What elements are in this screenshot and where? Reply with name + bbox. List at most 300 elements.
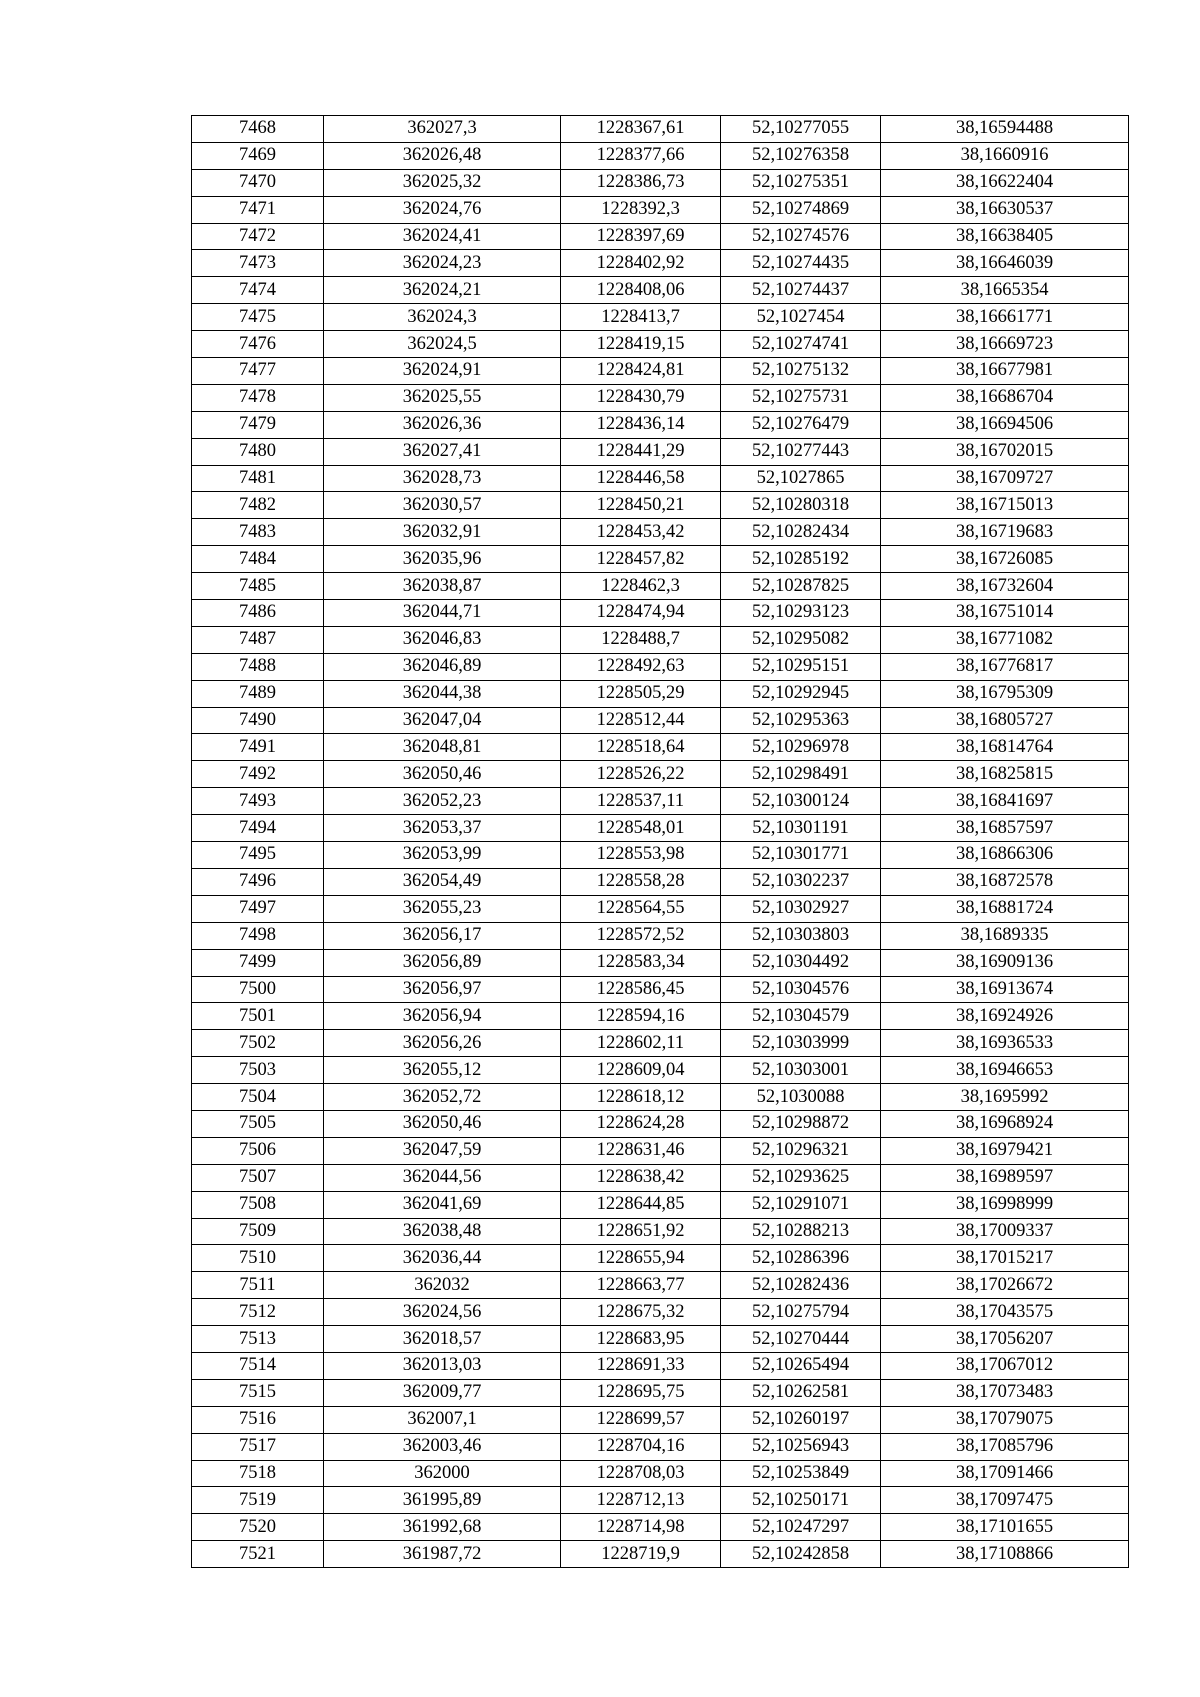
- y-coordinate-cell: 1228453,42: [561, 519, 721, 546]
- y-coordinate-cell: 1228424,81: [561, 358, 721, 385]
- latitude-cell: 52,10301191: [721, 815, 881, 842]
- point-number-cell: 7508: [192, 1191, 324, 1218]
- latitude-cell: 52,10276358: [721, 142, 881, 169]
- point-number-cell: 7507: [192, 1164, 324, 1191]
- longitude-cell: 38,16776817: [881, 653, 1129, 680]
- x-coordinate-cell: 362024,41: [324, 223, 561, 250]
- latitude-cell: 52,10242858: [721, 1541, 881, 1568]
- y-coordinate-cell: 1228663,77: [561, 1272, 721, 1299]
- latitude-cell: 52,10282436: [721, 1272, 881, 1299]
- y-coordinate-cell: 1228402,92: [561, 250, 721, 277]
- longitude-cell: 38,16841697: [881, 788, 1129, 815]
- longitude-cell: 38,16805727: [881, 707, 1129, 734]
- table-row: [192, 1030, 1129, 1057]
- x-coordinate-cell: 362047,59: [324, 1137, 561, 1164]
- x-coordinate-cell: 362027,41: [324, 438, 561, 465]
- longitude-cell: 38,16709727: [881, 465, 1129, 492]
- table-row: [192, 1191, 1129, 1218]
- table-row: [192, 411, 1129, 438]
- y-coordinate-cell: 1228631,46: [561, 1137, 721, 1164]
- x-coordinate-cell: 361995,89: [324, 1487, 561, 1514]
- table-row: [192, 196, 1129, 223]
- point-number-cell: 7483: [192, 519, 324, 546]
- y-coordinate-cell: 1228441,29: [561, 438, 721, 465]
- longitude-cell: 38,16751014: [881, 600, 1129, 627]
- y-coordinate-cell: 1228446,58: [561, 465, 721, 492]
- point-number-cell: 7490: [192, 707, 324, 734]
- latitude-cell: 52,10277443: [721, 438, 881, 465]
- point-number-cell: 7497: [192, 895, 324, 922]
- x-coordinate-cell: 362056,89: [324, 949, 561, 976]
- point-number-cell: 7488: [192, 653, 324, 680]
- table-row: [192, 492, 1129, 519]
- table-row: [192, 922, 1129, 949]
- table-row: [192, 438, 1129, 465]
- latitude-cell: 52,10276479: [721, 411, 881, 438]
- point-number-cell: 7487: [192, 626, 324, 653]
- y-coordinate-cell: 1228430,79: [561, 384, 721, 411]
- point-number-cell: 7485: [192, 573, 324, 600]
- latitude-cell: 52,10256943: [721, 1433, 881, 1460]
- longitude-cell: 38,1689335: [881, 922, 1129, 949]
- x-coordinate-cell: 362044,56: [324, 1164, 561, 1191]
- longitude-cell: 38,16726085: [881, 546, 1129, 573]
- table-row: [192, 1164, 1129, 1191]
- x-coordinate-cell: 362032,91: [324, 519, 561, 546]
- x-coordinate-cell: 362000: [324, 1460, 561, 1487]
- x-coordinate-cell: 362054,49: [324, 868, 561, 895]
- table-row: [192, 976, 1129, 1003]
- y-coordinate-cell: 1228655,94: [561, 1245, 721, 1272]
- latitude-cell: 52,10300124: [721, 788, 881, 815]
- x-coordinate-cell: 362053,99: [324, 842, 561, 869]
- table-row: [192, 142, 1129, 169]
- x-coordinate-cell: 362052,23: [324, 788, 561, 815]
- coordinates-table: [191, 115, 1129, 1568]
- latitude-cell: 52,10295082: [721, 626, 881, 653]
- longitude-cell: 38,16719683: [881, 519, 1129, 546]
- table-row: [192, 1110, 1129, 1137]
- point-number-cell: 7498: [192, 922, 324, 949]
- table-row: [192, 1326, 1129, 1353]
- x-coordinate-cell: 362038,87: [324, 573, 561, 600]
- latitude-cell: 52,10293625: [721, 1164, 881, 1191]
- latitude-cell: 52,10286396: [721, 1245, 881, 1272]
- longitude-cell: 38,16715013: [881, 492, 1129, 519]
- y-coordinate-cell: 1228492,63: [561, 653, 721, 680]
- table-row: [192, 358, 1129, 385]
- y-coordinate-cell: 1228377,66: [561, 142, 721, 169]
- longitude-cell: 38,17056207: [881, 1326, 1129, 1353]
- y-coordinate-cell: 1228609,04: [561, 1057, 721, 1084]
- y-coordinate-cell: 1228526,22: [561, 761, 721, 788]
- point-number-cell: 7506: [192, 1137, 324, 1164]
- point-number-cell: 7496: [192, 868, 324, 895]
- point-number-cell: 7476: [192, 331, 324, 358]
- longitude-cell: 38,16622404: [881, 169, 1129, 196]
- x-coordinate-cell: 361992,68: [324, 1514, 561, 1541]
- x-coordinate-cell: 362003,46: [324, 1433, 561, 1460]
- latitude-cell: 52,10275731: [721, 384, 881, 411]
- point-number-cell: 7516: [192, 1406, 324, 1433]
- latitude-cell: 52,10274741: [721, 331, 881, 358]
- latitude-cell: 52,10287825: [721, 573, 881, 600]
- latitude-cell: 52,10304576: [721, 976, 881, 1003]
- latitude-cell: 52,10303001: [721, 1057, 881, 1084]
- point-number-cell: 7501: [192, 1003, 324, 1030]
- latitude-cell: 52,10288213: [721, 1218, 881, 1245]
- point-number-cell: 7502: [192, 1030, 324, 1057]
- y-coordinate-cell: 1228474,94: [561, 600, 721, 627]
- table-row: [192, 815, 1129, 842]
- table-row: [192, 1003, 1129, 1030]
- latitude-cell: 52,10304492: [721, 949, 881, 976]
- latitude-cell: 52,10295151: [721, 653, 881, 680]
- point-number-cell: 7503: [192, 1057, 324, 1084]
- x-coordinate-cell: 361987,72: [324, 1541, 561, 1568]
- longitude-cell: 38,16677981: [881, 358, 1129, 385]
- y-coordinate-cell: 1228408,06: [561, 277, 721, 304]
- longitude-cell: 38,16694506: [881, 411, 1129, 438]
- y-coordinate-cell: 1228683,95: [561, 1326, 721, 1353]
- latitude-cell: 52,10274437: [721, 277, 881, 304]
- longitude-cell: 38,17015217: [881, 1245, 1129, 1272]
- table-row: [192, 1299, 1129, 1326]
- x-coordinate-cell: 362048,81: [324, 734, 561, 761]
- longitude-cell: 38,17091466: [881, 1460, 1129, 1487]
- point-number-cell: 7495: [192, 842, 324, 869]
- x-coordinate-cell: 362052,72: [324, 1084, 561, 1111]
- longitude-cell: 38,16732604: [881, 573, 1129, 600]
- point-number-cell: 7505: [192, 1110, 324, 1137]
- point-number-cell: 7489: [192, 680, 324, 707]
- longitude-cell: 38,16924926: [881, 1003, 1129, 1030]
- y-coordinate-cell: 1228618,12: [561, 1084, 721, 1111]
- longitude-cell: 38,16866306: [881, 842, 1129, 869]
- y-coordinate-cell: 1228583,34: [561, 949, 721, 976]
- longitude-cell: 38,17101655: [881, 1514, 1129, 1541]
- point-number-cell: 7521: [192, 1541, 324, 1568]
- x-coordinate-cell: 362056,97: [324, 976, 561, 1003]
- x-coordinate-cell: 362046,89: [324, 653, 561, 680]
- point-number-cell: 7479: [192, 411, 324, 438]
- longitude-cell: 38,16771082: [881, 626, 1129, 653]
- y-coordinate-cell: 1228695,75: [561, 1379, 721, 1406]
- x-coordinate-cell: 362046,83: [324, 626, 561, 653]
- table-row: [192, 1379, 1129, 1406]
- x-coordinate-cell: 362053,37: [324, 815, 561, 842]
- x-coordinate-cell: 362038,48: [324, 1218, 561, 1245]
- y-coordinate-cell: 1228572,52: [561, 922, 721, 949]
- latitude-cell: 52,10277055: [721, 116, 881, 143]
- latitude-cell: 52,10298872: [721, 1110, 881, 1137]
- x-coordinate-cell: 362024,3: [324, 304, 561, 331]
- table-row: [192, 1541, 1129, 1568]
- longitude-cell: 38,16909136: [881, 949, 1129, 976]
- table-row: [192, 1460, 1129, 1487]
- longitude-cell: 38,16594488: [881, 116, 1129, 143]
- longitude-cell: 38,17043575: [881, 1299, 1129, 1326]
- point-number-cell: 7480: [192, 438, 324, 465]
- x-coordinate-cell: 362035,96: [324, 546, 561, 573]
- table-row: [192, 761, 1129, 788]
- longitude-cell: 38,17085796: [881, 1433, 1129, 1460]
- table-row: [192, 1084, 1129, 1111]
- table-row: [192, 519, 1129, 546]
- x-coordinate-cell: 362032: [324, 1272, 561, 1299]
- latitude-cell: 52,10291071: [721, 1191, 881, 1218]
- latitude-cell: 52,10293123: [721, 600, 881, 627]
- table-row: [192, 842, 1129, 869]
- latitude-cell: 52,10303999: [721, 1030, 881, 1057]
- x-coordinate-cell: 362047,04: [324, 707, 561, 734]
- point-number-cell: 7512: [192, 1299, 324, 1326]
- latitude-cell: 52,1027865: [721, 465, 881, 492]
- y-coordinate-cell: 1228624,28: [561, 1110, 721, 1137]
- point-number-cell: 7469: [192, 142, 324, 169]
- latitude-cell: 52,10262581: [721, 1379, 881, 1406]
- y-coordinate-cell: 1228691,33: [561, 1352, 721, 1379]
- point-number-cell: 7481: [192, 465, 324, 492]
- table-row: [192, 949, 1129, 976]
- latitude-cell: 52,10274869: [721, 196, 881, 223]
- latitude-cell: 52,10265494: [721, 1352, 881, 1379]
- table-row: [192, 116, 1129, 143]
- table-row: [192, 1245, 1129, 1272]
- y-coordinate-cell: 1228719,9: [561, 1541, 721, 1568]
- latitude-cell: 52,10274576: [721, 223, 881, 250]
- point-number-cell: 7520: [192, 1514, 324, 1541]
- table-row: [192, 653, 1129, 680]
- point-number-cell: 7475: [192, 304, 324, 331]
- point-number-cell: 7482: [192, 492, 324, 519]
- point-number-cell: 7509: [192, 1218, 324, 1245]
- latitude-cell: 52,10302927: [721, 895, 881, 922]
- x-coordinate-cell: 362030,57: [324, 492, 561, 519]
- x-coordinate-cell: 362036,44: [324, 1245, 561, 1272]
- latitude-cell: 52,10298491: [721, 761, 881, 788]
- longitude-cell: 38,1695992: [881, 1084, 1129, 1111]
- latitude-cell: 52,10274435: [721, 250, 881, 277]
- x-coordinate-cell: 362024,23: [324, 250, 561, 277]
- longitude-cell: 38,16946653: [881, 1057, 1129, 1084]
- y-coordinate-cell: 1228651,92: [561, 1218, 721, 1245]
- latitude-cell: 52,10304579: [721, 1003, 881, 1030]
- x-coordinate-cell: 362013,03: [324, 1352, 561, 1379]
- point-number-cell: 7486: [192, 600, 324, 627]
- longitude-cell: 38,16702015: [881, 438, 1129, 465]
- y-coordinate-cell: 1228553,98: [561, 842, 721, 869]
- latitude-cell: 52,10270444: [721, 1326, 881, 1353]
- point-number-cell: 7474: [192, 277, 324, 304]
- x-coordinate-cell: 362024,91: [324, 358, 561, 385]
- longitude-cell: 38,16872578: [881, 868, 1129, 895]
- table-row: [192, 384, 1129, 411]
- y-coordinate-cell: 1228457,82: [561, 546, 721, 573]
- longitude-cell: 38,16825815: [881, 761, 1129, 788]
- x-coordinate-cell: 362050,46: [324, 761, 561, 788]
- latitude-cell: 52,10285192: [721, 546, 881, 573]
- x-coordinate-cell: 362009,77: [324, 1379, 561, 1406]
- x-coordinate-cell: 362024,76: [324, 196, 561, 223]
- y-coordinate-cell: 1228386,73: [561, 169, 721, 196]
- table-row: [192, 1218, 1129, 1245]
- table-row: [192, 788, 1129, 815]
- table-row: [192, 626, 1129, 653]
- x-coordinate-cell: 362007,1: [324, 1406, 561, 1433]
- y-coordinate-cell: 1228564,55: [561, 895, 721, 922]
- table-row: [192, 573, 1129, 600]
- latitude-cell: 52,1027454: [721, 304, 881, 331]
- latitude-cell: 52,10296978: [721, 734, 881, 761]
- y-coordinate-cell: 1228450,21: [561, 492, 721, 519]
- latitude-cell: 52,10295363: [721, 707, 881, 734]
- y-coordinate-cell: 1228699,57: [561, 1406, 721, 1433]
- table-row: [192, 250, 1129, 277]
- point-number-cell: 7468: [192, 116, 324, 143]
- point-number-cell: 7515: [192, 1379, 324, 1406]
- latitude-cell: 52,10260197: [721, 1406, 881, 1433]
- y-coordinate-cell: 1228638,42: [561, 1164, 721, 1191]
- longitude-cell: 38,16968924: [881, 1110, 1129, 1137]
- x-coordinate-cell: 362056,26: [324, 1030, 561, 1057]
- latitude-cell: 52,10303803: [721, 922, 881, 949]
- point-number-cell: 7491: [192, 734, 324, 761]
- point-number-cell: 7513: [192, 1326, 324, 1353]
- table-row: [192, 1433, 1129, 1460]
- table-row: [192, 277, 1129, 304]
- latitude-cell: 52,10275132: [721, 358, 881, 385]
- longitude-cell: 38,16795309: [881, 680, 1129, 707]
- y-coordinate-cell: 1228537,11: [561, 788, 721, 815]
- y-coordinate-cell: 1228518,64: [561, 734, 721, 761]
- latitude-cell: 52,10275351: [721, 169, 881, 196]
- longitude-cell: 38,16936533: [881, 1030, 1129, 1057]
- point-number-cell: 7478: [192, 384, 324, 411]
- point-number-cell: 7477: [192, 358, 324, 385]
- y-coordinate-cell: 1228714,98: [561, 1514, 721, 1541]
- table-row: [192, 868, 1129, 895]
- table-row: [192, 600, 1129, 627]
- x-coordinate-cell: 362024,56: [324, 1299, 561, 1326]
- table-row: [192, 331, 1129, 358]
- y-coordinate-cell: 1228548,01: [561, 815, 721, 842]
- point-number-cell: 7492: [192, 761, 324, 788]
- y-coordinate-cell: 1228419,15: [561, 331, 721, 358]
- x-coordinate-cell: 362056,17: [324, 922, 561, 949]
- y-coordinate-cell: 1228644,85: [561, 1191, 721, 1218]
- point-number-cell: 7473: [192, 250, 324, 277]
- y-coordinate-cell: 1228392,3: [561, 196, 721, 223]
- x-coordinate-cell: 362024,5: [324, 331, 561, 358]
- point-number-cell: 7471: [192, 196, 324, 223]
- x-coordinate-cell: 362041,69: [324, 1191, 561, 1218]
- y-coordinate-cell: 1228594,16: [561, 1003, 721, 1030]
- table-row: [192, 169, 1129, 196]
- longitude-cell: 38,16814764: [881, 734, 1129, 761]
- table-row: [192, 734, 1129, 761]
- longitude-cell: 38,16646039: [881, 250, 1129, 277]
- latitude-cell: 52,10282434: [721, 519, 881, 546]
- table-row: [192, 1352, 1129, 1379]
- point-number-cell: 7517: [192, 1433, 324, 1460]
- coordinates-table-body: [192, 116, 1129, 1568]
- x-coordinate-cell: 362024,21: [324, 277, 561, 304]
- latitude-cell: 52,10296321: [721, 1137, 881, 1164]
- point-number-cell: 7500: [192, 976, 324, 1003]
- longitude-cell: 38,16979421: [881, 1137, 1129, 1164]
- table-row: [192, 680, 1129, 707]
- y-coordinate-cell: 1228488,7: [561, 626, 721, 653]
- x-coordinate-cell: 362026,36: [324, 411, 561, 438]
- point-number-cell: 7514: [192, 1352, 324, 1379]
- point-number-cell: 7519: [192, 1487, 324, 1514]
- longitude-cell: 38,16630537: [881, 196, 1129, 223]
- x-coordinate-cell: 362055,12: [324, 1057, 561, 1084]
- y-coordinate-cell: 1228586,45: [561, 976, 721, 1003]
- y-coordinate-cell: 1228704,16: [561, 1433, 721, 1460]
- point-number-cell: 7511: [192, 1272, 324, 1299]
- point-number-cell: 7518: [192, 1460, 324, 1487]
- x-coordinate-cell: 362044,71: [324, 600, 561, 627]
- y-coordinate-cell: 1228558,28: [561, 868, 721, 895]
- x-coordinate-cell: 362018,57: [324, 1326, 561, 1353]
- y-coordinate-cell: 1228397,69: [561, 223, 721, 250]
- x-coordinate-cell: 362055,23: [324, 895, 561, 922]
- latitude-cell: 52,10292945: [721, 680, 881, 707]
- latitude-cell: 52,10280318: [721, 492, 881, 519]
- point-number-cell: 7510: [192, 1245, 324, 1272]
- longitude-cell: 38,16661771: [881, 304, 1129, 331]
- latitude-cell: 52,10275794: [721, 1299, 881, 1326]
- longitude-cell: 38,16669723: [881, 331, 1129, 358]
- table-row: [192, 304, 1129, 331]
- longitude-cell: 38,16913674: [881, 976, 1129, 1003]
- longitude-cell: 38,17009337: [881, 1218, 1129, 1245]
- longitude-cell: 38,1665354: [881, 277, 1129, 304]
- table-row: [192, 1057, 1129, 1084]
- point-number-cell: 7472: [192, 223, 324, 250]
- latitude-cell: 52,10302237: [721, 868, 881, 895]
- y-coordinate-cell: 1228413,7: [561, 304, 721, 331]
- y-coordinate-cell: 1228675,32: [561, 1299, 721, 1326]
- longitude-cell: 38,16638405: [881, 223, 1129, 250]
- point-number-cell: 7504: [192, 1084, 324, 1111]
- table-row: [192, 1137, 1129, 1164]
- longitude-cell: 38,16857597: [881, 815, 1129, 842]
- x-coordinate-cell: 362025,55: [324, 384, 561, 411]
- longitude-cell: 38,16881724: [881, 895, 1129, 922]
- x-coordinate-cell: 362028,73: [324, 465, 561, 492]
- point-number-cell: 7494: [192, 815, 324, 842]
- table-row: [192, 1406, 1129, 1433]
- table-row: [192, 465, 1129, 492]
- latitude-cell: 52,10247297: [721, 1514, 881, 1541]
- y-coordinate-cell: 1228708,03: [561, 1460, 721, 1487]
- longitude-cell: 38,16998999: [881, 1191, 1129, 1218]
- table-row: [192, 1487, 1129, 1514]
- x-coordinate-cell: 362025,32: [324, 169, 561, 196]
- y-coordinate-cell: 1228436,14: [561, 411, 721, 438]
- x-coordinate-cell: 362050,46: [324, 1110, 561, 1137]
- table-row: [192, 1272, 1129, 1299]
- longitude-cell: 38,17079075: [881, 1406, 1129, 1433]
- latitude-cell: 52,10301771: [721, 842, 881, 869]
- point-number-cell: 7470: [192, 169, 324, 196]
- x-coordinate-cell: 362056,94: [324, 1003, 561, 1030]
- longitude-cell: 38,17067012: [881, 1352, 1129, 1379]
- table-row: [192, 707, 1129, 734]
